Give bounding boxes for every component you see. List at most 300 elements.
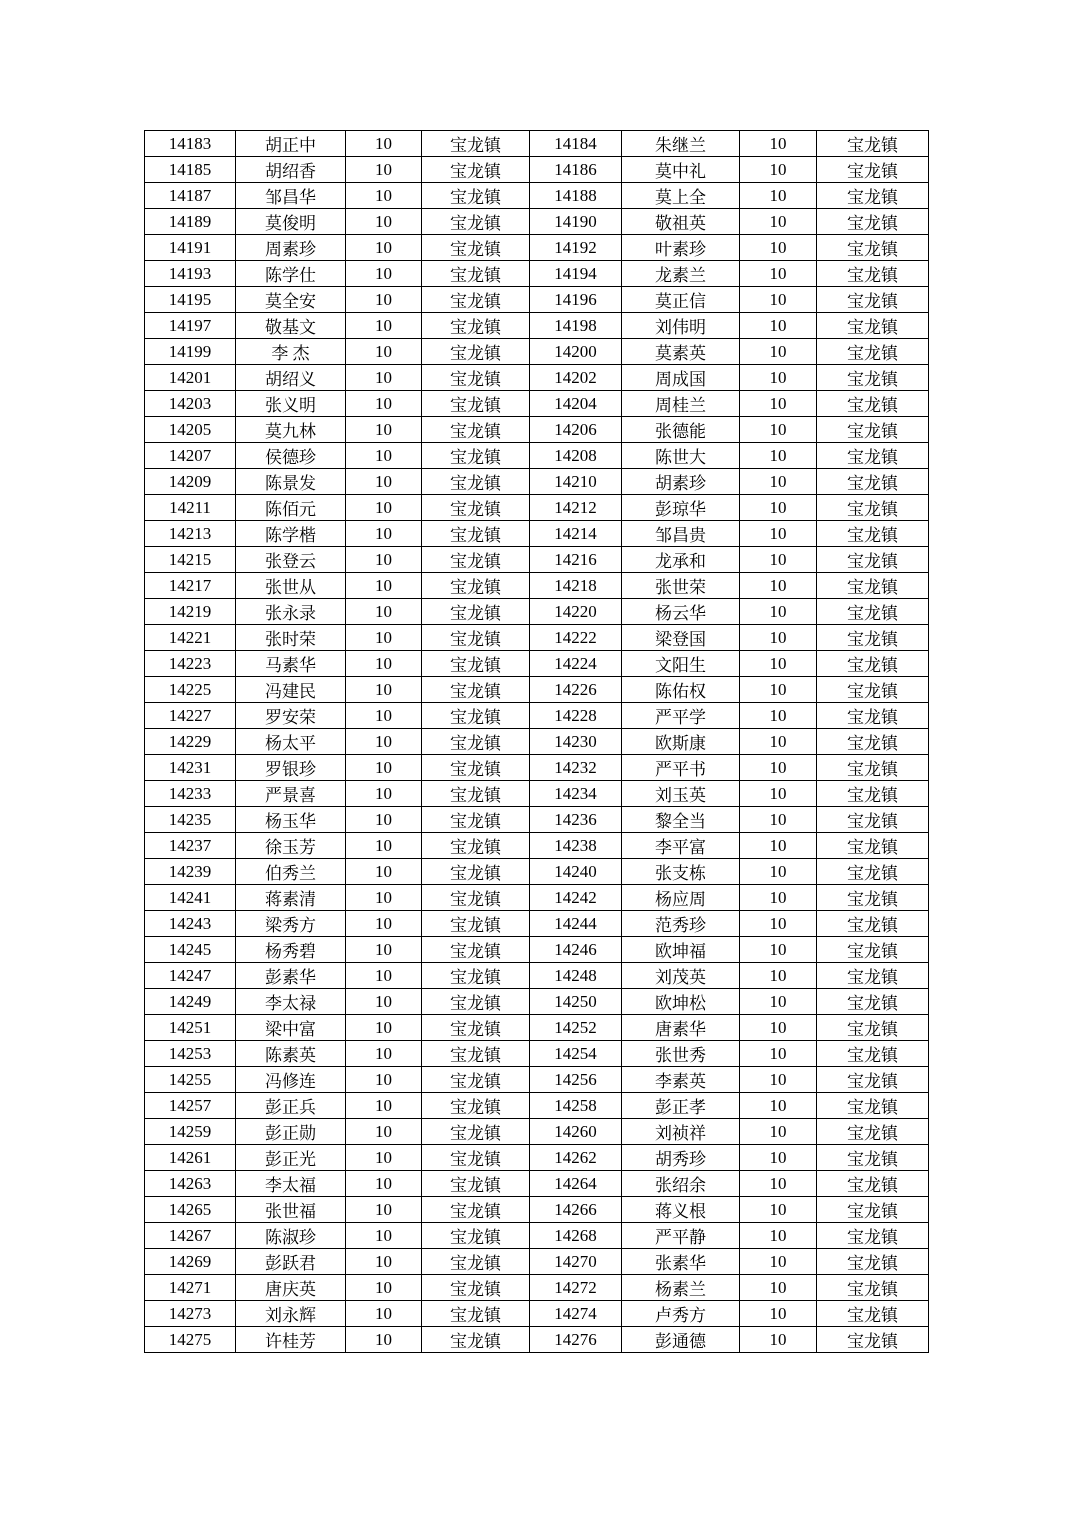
amount-left: 10 — [346, 313, 422, 339]
serial-number-right: 14234 — [530, 781, 622, 807]
table-row — [145, 339, 929, 365]
town-name-right: 宝龙镇 — [817, 1275, 929, 1301]
person-name-right: 朱继兰 — [622, 131, 740, 157]
amount-left: 10 — [346, 495, 422, 521]
amount-left: 10 — [346, 235, 422, 261]
serial-number-left: 14213 — [145, 521, 236, 547]
serial-number-left: 14211 — [145, 495, 236, 521]
town-name-right: 宝龙镇 — [817, 469, 929, 495]
amount-left: 10 — [346, 183, 422, 209]
person-name-left: 冯建民 — [236, 677, 346, 703]
town-name-left: 宝龙镇 — [422, 859, 530, 885]
person-name-right: 莫素英 — [622, 339, 740, 365]
serial-number-right: 14198 — [530, 313, 622, 339]
town-name-left: 宝龙镇 — [422, 495, 530, 521]
amount-right: 10 — [740, 157, 817, 183]
town-name-right: 宝龙镇 — [817, 131, 929, 157]
amount-left: 10 — [346, 365, 422, 391]
town-name-left: 宝龙镇 — [422, 755, 530, 781]
person-name-left: 张登云 — [236, 547, 346, 573]
serial-number-left: 14251 — [145, 1015, 236, 1041]
person-name-right: 欧斯康 — [622, 729, 740, 755]
person-name-left: 张义明 — [236, 391, 346, 417]
town-name-left: 宝龙镇 — [422, 235, 530, 261]
amount-left: 10 — [346, 443, 422, 469]
table-row — [145, 365, 929, 391]
amount-left: 10 — [346, 261, 422, 287]
serial-number-left: 14241 — [145, 885, 236, 911]
amount-left: 10 — [346, 963, 422, 989]
town-name-right: 宝龙镇 — [817, 937, 929, 963]
person-name-left: 李太福 — [236, 1171, 346, 1197]
town-name-right: 宝龙镇 — [817, 599, 929, 625]
amount-left: 10 — [346, 1249, 422, 1275]
amount-left: 10 — [346, 157, 422, 183]
amount-left: 10 — [346, 781, 422, 807]
serial-number-right: 14208 — [530, 443, 622, 469]
roster-table-body — [145, 131, 929, 1353]
town-name-right: 宝龙镇 — [817, 235, 929, 261]
table-row — [145, 417, 929, 443]
serial-number-right: 14188 — [530, 183, 622, 209]
person-name-left: 马素华 — [236, 651, 346, 677]
amount-left: 10 — [346, 1067, 422, 1093]
serial-number-left: 14263 — [145, 1171, 236, 1197]
serial-number-left: 14261 — [145, 1145, 236, 1171]
serial-number-left: 14239 — [145, 859, 236, 885]
town-name-right: 宝龙镇 — [817, 755, 929, 781]
serial-number-left: 14191 — [145, 235, 236, 261]
amount-left: 10 — [346, 573, 422, 599]
serial-number-left: 14189 — [145, 209, 236, 235]
town-name-left: 宝龙镇 — [422, 209, 530, 235]
person-name-right: 周成国 — [622, 365, 740, 391]
amount-right: 10 — [740, 547, 817, 573]
town-name-right: 宝龙镇 — [817, 495, 929, 521]
amount-right: 10 — [740, 183, 817, 209]
town-name-right: 宝龙镇 — [817, 1327, 929, 1353]
serial-number-left: 14269 — [145, 1249, 236, 1275]
town-name-right: 宝龙镇 — [817, 625, 929, 651]
amount-left: 10 — [346, 911, 422, 937]
person-name-left: 陈素英 — [236, 1041, 346, 1067]
table-row — [145, 1041, 929, 1067]
person-name-right: 胡素珍 — [622, 469, 740, 495]
person-name-right: 莫正信 — [622, 287, 740, 313]
town-name-right: 宝龙镇 — [817, 1067, 929, 1093]
serial-number-right: 14236 — [530, 807, 622, 833]
person-name-left: 张永录 — [236, 599, 346, 625]
person-name-left: 杨玉华 — [236, 807, 346, 833]
town-name-left: 宝龙镇 — [422, 1145, 530, 1171]
town-name-left: 宝龙镇 — [422, 313, 530, 339]
town-name-left: 宝龙镇 — [422, 911, 530, 937]
person-name-right: 陈佑权 — [622, 677, 740, 703]
serial-number-right: 14238 — [530, 833, 622, 859]
person-name-left: 莫九林 — [236, 417, 346, 443]
person-name-left: 莫全安 — [236, 287, 346, 313]
town-name-left: 宝龙镇 — [422, 677, 530, 703]
town-name-left: 宝龙镇 — [422, 1015, 530, 1041]
person-name-right: 张世荣 — [622, 573, 740, 599]
person-name-right: 张德能 — [622, 417, 740, 443]
town-name-right: 宝龙镇 — [817, 1015, 929, 1041]
serial-number-left: 14227 — [145, 703, 236, 729]
amount-right: 10 — [740, 1015, 817, 1041]
town-name-left: 宝龙镇 — [422, 625, 530, 651]
town-name-right: 宝龙镇 — [817, 729, 929, 755]
amount-right: 10 — [740, 963, 817, 989]
town-name-right: 宝龙镇 — [817, 677, 929, 703]
serial-number-right: 14216 — [530, 547, 622, 573]
table-row — [145, 1327, 929, 1353]
town-name-right: 宝龙镇 — [817, 1119, 929, 1145]
person-name-left: 彭正光 — [236, 1145, 346, 1171]
table-row — [145, 937, 929, 963]
amount-left: 10 — [346, 703, 422, 729]
person-name-left: 张时荣 — [236, 625, 346, 651]
serial-number-right: 14226 — [530, 677, 622, 703]
serial-number-left: 14265 — [145, 1197, 236, 1223]
serial-number-left: 14197 — [145, 313, 236, 339]
serial-number-left: 14203 — [145, 391, 236, 417]
person-name-right: 张绍余 — [622, 1171, 740, 1197]
town-name-left: 宝龙镇 — [422, 651, 530, 677]
town-name-left: 宝龙镇 — [422, 781, 530, 807]
amount-right: 10 — [740, 989, 817, 1015]
amount-left: 10 — [346, 833, 422, 859]
town-name-right: 宝龙镇 — [817, 261, 929, 287]
amount-left: 10 — [346, 1275, 422, 1301]
table-row — [145, 1171, 929, 1197]
serial-number-right: 14224 — [530, 651, 622, 677]
town-name-left: 宝龙镇 — [422, 469, 530, 495]
amount-left: 10 — [346, 1223, 422, 1249]
person-name-right: 蒋义根 — [622, 1197, 740, 1223]
town-name-left: 宝龙镇 — [422, 963, 530, 989]
amount-right: 10 — [740, 313, 817, 339]
amount-right: 10 — [740, 885, 817, 911]
table-row — [145, 1301, 929, 1327]
town-name-left: 宝龙镇 — [422, 339, 530, 365]
serial-number-right: 14222 — [530, 625, 622, 651]
serial-number-left: 14221 — [145, 625, 236, 651]
serial-number-right: 14270 — [530, 1249, 622, 1275]
person-name-left: 罗银珍 — [236, 755, 346, 781]
amount-left: 10 — [346, 729, 422, 755]
serial-number-left: 14207 — [145, 443, 236, 469]
serial-number-left: 14225 — [145, 677, 236, 703]
person-name-right: 陈世大 — [622, 443, 740, 469]
amount-left: 10 — [346, 521, 422, 547]
table-row — [145, 911, 929, 937]
serial-number-left: 14195 — [145, 287, 236, 313]
person-name-left: 张世福 — [236, 1197, 346, 1223]
person-name-right: 梁登国 — [622, 625, 740, 651]
amount-right: 10 — [740, 365, 817, 391]
serial-number-left: 14229 — [145, 729, 236, 755]
serial-number-right: 14184 — [530, 131, 622, 157]
town-name-left: 宝龙镇 — [422, 1171, 530, 1197]
amount-right: 10 — [740, 573, 817, 599]
amount-right: 10 — [740, 417, 817, 443]
person-name-left: 胡正中 — [236, 131, 346, 157]
person-name-right: 张支栋 — [622, 859, 740, 885]
table-row — [145, 547, 929, 573]
person-name-right: 严平学 — [622, 703, 740, 729]
serial-number-right: 14206 — [530, 417, 622, 443]
person-name-right: 范秀珍 — [622, 911, 740, 937]
town-name-left: 宝龙镇 — [422, 1275, 530, 1301]
person-name-left: 彭正兵 — [236, 1093, 346, 1119]
serial-number-left: 14271 — [145, 1275, 236, 1301]
amount-left: 10 — [346, 469, 422, 495]
amount-right: 10 — [740, 443, 817, 469]
town-name-right: 宝龙镇 — [817, 885, 929, 911]
serial-number-right: 14262 — [530, 1145, 622, 1171]
town-name-left: 宝龙镇 — [422, 547, 530, 573]
amount-right: 10 — [740, 729, 817, 755]
amount-left: 10 — [346, 625, 422, 651]
serial-number-right: 14272 — [530, 1275, 622, 1301]
amount-left: 10 — [346, 1197, 422, 1223]
serial-number-left: 14243 — [145, 911, 236, 937]
person-name-right: 彭琼华 — [622, 495, 740, 521]
town-name-right: 宝龙镇 — [817, 781, 929, 807]
amount-left: 10 — [346, 1171, 422, 1197]
serial-number-right: 14230 — [530, 729, 622, 755]
serial-number-right: 14218 — [530, 573, 622, 599]
town-name-right: 宝龙镇 — [817, 313, 929, 339]
serial-number-left: 14201 — [145, 365, 236, 391]
amount-right: 10 — [740, 1041, 817, 1067]
person-name-right: 周桂兰 — [622, 391, 740, 417]
person-name-right: 文阳生 — [622, 651, 740, 677]
table-row — [145, 313, 929, 339]
serial-number-left: 14233 — [145, 781, 236, 807]
person-name-left: 胡绍香 — [236, 157, 346, 183]
roster-table — [144, 130, 929, 1353]
person-name-left: 陈学楷 — [236, 521, 346, 547]
person-name-left: 陈佰元 — [236, 495, 346, 521]
amount-left: 10 — [346, 391, 422, 417]
amount-left: 10 — [346, 1041, 422, 1067]
town-name-right: 宝龙镇 — [817, 157, 929, 183]
town-name-right: 宝龙镇 — [817, 391, 929, 417]
serial-number-right: 14212 — [530, 495, 622, 521]
amount-left: 10 — [346, 1119, 422, 1145]
amount-right: 10 — [740, 1249, 817, 1275]
table-row — [145, 157, 929, 183]
amount-right: 10 — [740, 677, 817, 703]
amount-right: 10 — [740, 651, 817, 677]
serial-number-left: 14273 — [145, 1301, 236, 1327]
town-name-right: 宝龙镇 — [817, 287, 929, 313]
person-name-left: 彭跃君 — [236, 1249, 346, 1275]
amount-right: 10 — [740, 1067, 817, 1093]
amount-left: 10 — [346, 937, 422, 963]
serial-number-left: 14183 — [145, 131, 236, 157]
amount-right: 10 — [740, 781, 817, 807]
town-name-left: 宝龙镇 — [422, 287, 530, 313]
person-name-right: 胡秀珍 — [622, 1145, 740, 1171]
person-name-right: 杨素兰 — [622, 1275, 740, 1301]
amount-left: 10 — [346, 1015, 422, 1041]
person-name-left: 陈学仕 — [236, 261, 346, 287]
table-row — [145, 677, 929, 703]
amount-right: 10 — [740, 391, 817, 417]
person-name-right: 彭正孝 — [622, 1093, 740, 1119]
amount-left: 10 — [346, 1327, 422, 1353]
person-name-left: 徐玉芳 — [236, 833, 346, 859]
town-name-right: 宝龙镇 — [817, 443, 929, 469]
town-name-left: 宝龙镇 — [422, 885, 530, 911]
amount-left: 10 — [346, 547, 422, 573]
amount-right: 10 — [740, 1145, 817, 1171]
table-row — [145, 1145, 929, 1171]
person-name-right: 卢秀方 — [622, 1301, 740, 1327]
person-name-right: 李平富 — [622, 833, 740, 859]
table-row — [145, 183, 929, 209]
town-name-left: 宝龙镇 — [422, 989, 530, 1015]
table-row — [145, 391, 929, 417]
town-name-left: 宝龙镇 — [422, 1041, 530, 1067]
amount-left: 10 — [346, 209, 422, 235]
table-row — [145, 781, 929, 807]
serial-number-left: 14193 — [145, 261, 236, 287]
serial-number-right: 14242 — [530, 885, 622, 911]
person-name-left: 李太禄 — [236, 989, 346, 1015]
serial-number-left: 14185 — [145, 157, 236, 183]
serial-number-left: 14237 — [145, 833, 236, 859]
table-row — [145, 1197, 929, 1223]
town-name-left: 宝龙镇 — [422, 1327, 530, 1353]
person-name-right: 李素英 — [622, 1067, 740, 1093]
table-row — [145, 651, 929, 677]
serial-number-left: 14255 — [145, 1067, 236, 1093]
serial-number-right: 14190 — [530, 209, 622, 235]
person-name-left: 冯修连 — [236, 1067, 346, 1093]
serial-number-left: 14259 — [145, 1119, 236, 1145]
town-name-left: 宝龙镇 — [422, 1301, 530, 1327]
serial-number-right: 14256 — [530, 1067, 622, 1093]
person-name-left: 罗安荣 — [236, 703, 346, 729]
table-row — [145, 599, 929, 625]
table-row — [145, 573, 929, 599]
town-name-left: 宝龙镇 — [422, 443, 530, 469]
amount-right: 10 — [740, 911, 817, 937]
town-name-left: 宝龙镇 — [422, 417, 530, 443]
serial-number-right: 14254 — [530, 1041, 622, 1067]
amount-right: 10 — [740, 339, 817, 365]
table-row — [145, 209, 929, 235]
amount-right: 10 — [740, 703, 817, 729]
serial-number-left: 14217 — [145, 573, 236, 599]
serial-number-right: 14214 — [530, 521, 622, 547]
town-name-right: 宝龙镇 — [817, 833, 929, 859]
person-name-right: 杨应周 — [622, 885, 740, 911]
amount-left: 10 — [346, 1093, 422, 1119]
amount-left: 10 — [346, 807, 422, 833]
person-name-right: 严平书 — [622, 755, 740, 781]
serial-number-right: 14186 — [530, 157, 622, 183]
serial-number-right: 14264 — [530, 1171, 622, 1197]
town-name-right: 宝龙镇 — [817, 573, 929, 599]
town-name-right: 宝龙镇 — [817, 807, 929, 833]
person-name-left: 陈淑珍 — [236, 1223, 346, 1249]
town-name-left: 宝龙镇 — [422, 391, 530, 417]
amount-right: 10 — [740, 261, 817, 287]
serial-number-right: 14204 — [530, 391, 622, 417]
town-name-left: 宝龙镇 — [422, 157, 530, 183]
serial-number-right: 14232 — [530, 755, 622, 781]
amount-right: 10 — [740, 209, 817, 235]
town-name-right: 宝龙镇 — [817, 703, 929, 729]
person-name-left: 梁秀方 — [236, 911, 346, 937]
person-name-left: 敬基文 — [236, 313, 346, 339]
serial-number-right: 14240 — [530, 859, 622, 885]
person-name-right: 莫上全 — [622, 183, 740, 209]
town-name-left: 宝龙镇 — [422, 1223, 530, 1249]
table-row — [145, 235, 929, 261]
town-name-left: 宝龙镇 — [422, 1249, 530, 1275]
amount-right: 10 — [740, 807, 817, 833]
amount-right: 10 — [740, 937, 817, 963]
amount-right: 10 — [740, 1197, 817, 1223]
town-name-right: 宝龙镇 — [817, 1145, 929, 1171]
table-row — [145, 443, 929, 469]
table-row — [145, 1275, 929, 1301]
town-name-left: 宝龙镇 — [422, 703, 530, 729]
town-name-left: 宝龙镇 — [422, 1119, 530, 1145]
person-name-left: 刘永辉 — [236, 1301, 346, 1327]
serial-number-left: 14275 — [145, 1327, 236, 1353]
town-name-left: 宝龙镇 — [422, 599, 530, 625]
amount-left: 10 — [346, 131, 422, 157]
amount-left: 10 — [346, 1301, 422, 1327]
person-name-left: 陈景发 — [236, 469, 346, 495]
serial-number-right: 14210 — [530, 469, 622, 495]
person-name-left: 莫俊明 — [236, 209, 346, 235]
person-name-left: 彭正勋 — [236, 1119, 346, 1145]
town-name-right: 宝龙镇 — [817, 183, 929, 209]
table-row — [145, 1223, 929, 1249]
town-name-right: 宝龙镇 — [817, 1093, 929, 1119]
serial-number-right: 14252 — [530, 1015, 622, 1041]
person-name-right: 刘祯祥 — [622, 1119, 740, 1145]
amount-left: 10 — [346, 599, 422, 625]
amount-right: 10 — [740, 1301, 817, 1327]
person-name-right: 黎全当 — [622, 807, 740, 833]
table-row — [145, 261, 929, 287]
person-name-right: 杨云华 — [622, 599, 740, 625]
table-row — [145, 1067, 929, 1093]
serial-number-left: 14199 — [145, 339, 236, 365]
serial-number-right: 14194 — [530, 261, 622, 287]
person-name-left: 梁中富 — [236, 1015, 346, 1041]
person-name-left: 彭素华 — [236, 963, 346, 989]
table-row — [145, 469, 929, 495]
town-name-left: 宝龙镇 — [422, 807, 530, 833]
amount-left: 10 — [346, 1145, 422, 1171]
person-name-right: 龙素兰 — [622, 261, 740, 287]
person-name-right: 敬祖英 — [622, 209, 740, 235]
serial-number-left: 14249 — [145, 989, 236, 1015]
serial-number-right: 14276 — [530, 1327, 622, 1353]
amount-right: 10 — [740, 755, 817, 781]
person-name-left: 杨太平 — [236, 729, 346, 755]
amount-right: 10 — [740, 1327, 817, 1353]
